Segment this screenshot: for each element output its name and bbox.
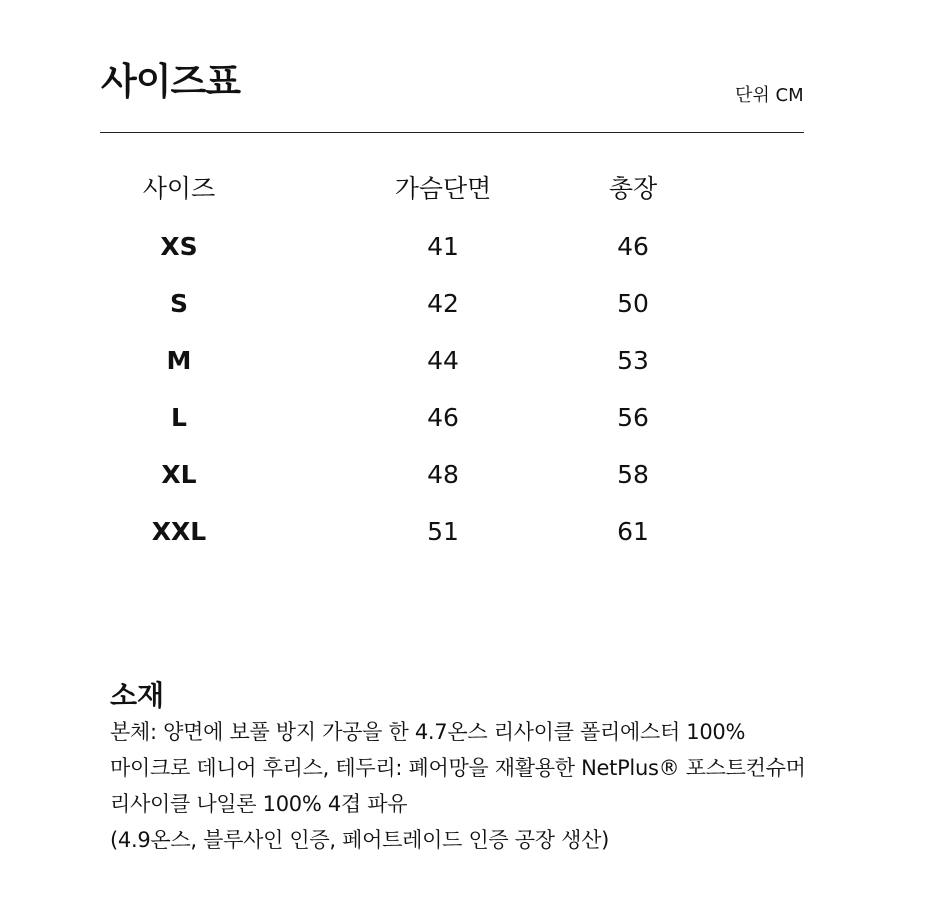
table-row bbox=[0, 288, 926, 324]
material-description bbox=[110, 714, 806, 858]
chest-width-cell: 42 bbox=[427, 289, 459, 318]
table-row bbox=[0, 459, 926, 495]
size-cell: S bbox=[169, 289, 188, 318]
chest-width-cell: 46 bbox=[427, 403, 459, 432]
chest-width-cell: 41 bbox=[427, 232, 459, 261]
material-line: 본체: 양면에 보풀 방지 가공을 한 4.7온스 리사이클 폴리에스터 100% bbox=[110, 720, 746, 744]
chest-width-cell: 51 bbox=[427, 517, 459, 546]
column-header-size: 사이즈 bbox=[142, 174, 216, 203]
table-row bbox=[0, 402, 926, 438]
size-cell: XL bbox=[161, 460, 197, 489]
total-length-cell: 56 bbox=[617, 403, 649, 432]
page-title: 사이즈표 bbox=[101, 60, 240, 103]
chest-width-cell: 48 bbox=[427, 460, 459, 489]
size-cell: L bbox=[171, 403, 187, 432]
table-row bbox=[0, 516, 926, 552]
material-line: (4.9온스, 블루사인 인증, 페어트레이드 인증 공장 생산) bbox=[110, 828, 610, 852]
size-cell: XXL bbox=[151, 517, 207, 546]
material-line: 리사이클 나일론 100% 4겹 파유 bbox=[110, 792, 408, 816]
total-length-cell: 61 bbox=[617, 517, 649, 546]
total-length-cell: 58 bbox=[617, 460, 649, 489]
column-header-chest-width: 가슴단면 bbox=[394, 174, 492, 203]
material-line: 마이크로 데니어 후리스, 테두리: 폐어망을 재활용한 NetPlus® 포스트컨슈머 bbox=[110, 756, 806, 780]
material-heading: 소재 bbox=[110, 679, 165, 712]
total-length-cell: 46 bbox=[617, 232, 649, 261]
size-cell: XS bbox=[160, 232, 198, 261]
total-length-cell: 53 bbox=[617, 346, 649, 375]
table-row bbox=[0, 231, 926, 267]
table-row bbox=[0, 345, 926, 381]
total-length-cell: 50 bbox=[617, 289, 649, 318]
column-header-total-length: 총장 bbox=[608, 174, 658, 203]
size-cell: M bbox=[166, 346, 192, 375]
chest-width-cell: 44 bbox=[427, 346, 459, 375]
unit-label: 단위 CM bbox=[735, 85, 804, 106]
